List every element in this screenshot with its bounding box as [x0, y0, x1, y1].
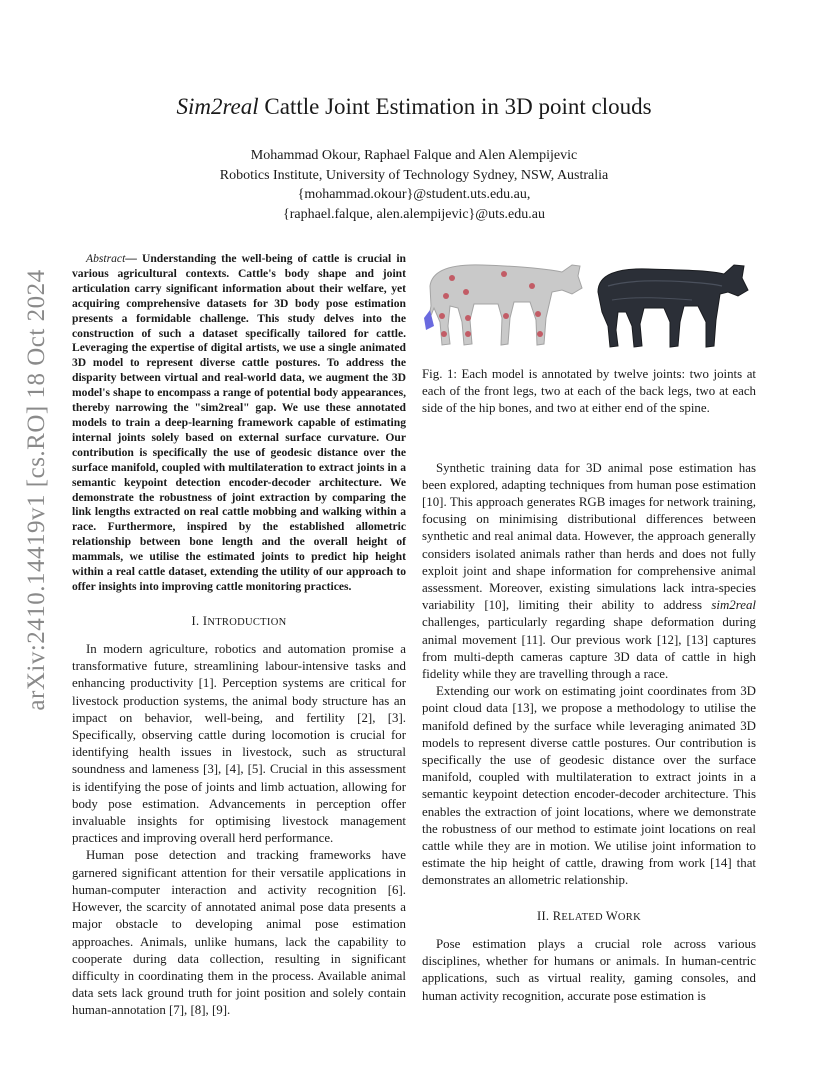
section-smallcaps: ORK — [617, 911, 641, 923]
section-smallcaps: ELATED — [561, 911, 606, 923]
paragraph-text: Synthetic training data for 3D animal pose estimation has been explored, adapting techniques from human pose estimation [10]. This approach generates RGB images for network training, focusing on minimising distributional differences between synthetic and real animal data. However, the approach generally considers isolated animals rather than herds and does not fully exploit joint and shape information for comprehensive animal assessment. Moreover, existing simulations lack intra-species variability [10], limiting their ability to address — [422, 460, 756, 613]
annotated-cow-model — [424, 265, 582, 345]
intro-paragraph-1: In modern agriculture, robotics and automation promise a transformative future, streamlining labour-intensive tasks and enhancing productivity [1]. Perception systems are critical for livestock production systems, the animal body structure has an impact on behavior, well-being, and fertility [2], [3]. Specifically, observing cattle during locomotion is crucial for identifying health issues in livestock, such as structural soundness and lameness [3], [4], [5]. Crucial in this assessment is identifying the pose of joints and limb actuation, allowing for body pose estimation. Advancements in perception offer invaluable insights for optimising livestock management practices and improving overall herd performance. — [72, 642, 406, 846]
abstract-label: Abstract — [86, 252, 126, 265]
column-gap — [422, 418, 756, 460]
section-initial: R — [552, 908, 562, 923]
paper-title — [0, 94, 828, 120]
paragraph-text: challenges, particularly regarding shape deformation during animal movement [11]. Our previous work [12], [13] captures from multi-depth cameras capture 3D data of cattle in high fidelity while they are travelling through a race. — [422, 615, 756, 682]
figure-1-caption: Fig. 1: Each model is annotated by twelve joints: two joints at each of the front legs, two at each of the back legs, two at each side of the hip bones, and two at either end of the spine. — [422, 367, 756, 416]
section-number: I. — [191, 613, 203, 628]
cattle-figure — [422, 256, 756, 356]
intro-paragraph-2: Human pose detection and tracking frameworks have garnered significant attention for their versatile applications in human-computer interaction and activity recognition [6]. However, the scarcity of annotated animal pose data presents a major obstacle to developing animal pose estimation approaches. Animals, unlike humans, lack the capability to cooperate during data collection, resulting in significant difficulty in coordinating them in the process. Available animal data sets lack ground truth for joint position and solely contain human-annotation [7], [8], [9]. — [72, 848, 406, 1018]
section-number: II. — [537, 908, 553, 923]
title-italic: Sim2real — [176, 94, 259, 119]
right-column — [422, 250, 756, 1005]
arxiv-id: arXiv:2410.14419v1 [cs.RO] 18 Oct 2024 — [23, 269, 50, 711]
authors: Mohammad Okour, Raphael Falque and Alen Alempijevic — [250, 148, 578, 163]
abstract-text: — Understanding the well-being of cattle is crucial in various agricultural contexts. Cattle's body shape and joint articulation carry significant information about their welfare, yet acquiring comprehensive datasets for 3D body pose estimation presents a formidable challenge. This study delves into the construction of such a dataset specifically tailored for cattle. Leveraging the expertise of digital artists, we use a single animated 3D model to represent diverse cattle postures. To address the disparity between virtual and real-world data, we augment the 3D model's shape to encompass a range of potential body appearances, thereby narrowing the "sim2real" gap. We use these annotated models to train a deep-learning framework capable of estimating internal joints solely based on external surface curvature. Our contribution is specifically the use of geodesic distance over the surface manifold, coupled with multilateration to extract joints in a semantic keypoint detection encoder-decoder architecture. We demonstrate the robustness of joint extraction by comparing the link lengths extracted on real cattle mobbing and walking within a race. Furthermore, inspired by the established allometric relationship between bone length and the overall height of mammals, we utilise the estimated joints to predict hip height within a real cattle dataset, extending the utility of our approach to offer insights into improving cattle monitoring practices. — [72, 252, 406, 593]
email-student: {mohammad.okour}@student.uts.edu.au, — [297, 187, 531, 202]
section-initial: W — [605, 908, 618, 923]
section-heading-related-work — [422, 908, 756, 926]
right-paragraph-2: Extending our work on estimating joint coordinates from 3D point cloud data [13], we propose a methodology to utilise the manifold defined by the surface while leveraging animated 3D models to represent diverse cattle postures. Our contribution is specifically the use of geodesic distance over the surface manifold, coupled with multilateration to extract joints in a semantic keypoint detection encoder-decoder architecture. This enables the extraction of joint locations, where we demonstrate the robustness of our method to estimate joint locations on real cattle while they are in motion. We utilise joint information to estimate the hip height of cattle, drawing from work [14] that demonstrates an allometric relationship. — [422, 684, 756, 888]
title-rest: Cattle Joint Estimation in 3D point clouds — [258, 94, 652, 119]
real-cow-point-cloud — [598, 265, 748, 347]
section-smallcaps: NTRODUCTION — [207, 616, 287, 628]
email-staff: {raphael.falque, alen.alempijevic}@uts.edu.au — [283, 206, 545, 222]
figure-1 — [422, 256, 756, 356]
affiliation: Robotics Institute, University of Technology Sydney, NSW, Australia — [219, 167, 609, 183]
right-paragraph-1 — [422, 460, 756, 684]
section-heading-introduction — [72, 613, 406, 631]
left-column — [72, 252, 406, 1020]
abstract — [72, 252, 406, 595]
paragraph-emphasis: sim2real — [711, 598, 756, 613]
related-work-paragraph-1: Pose estimation plays a crucial role across various disciplines, whether for humans or animals. In human-centric applications, such as virtual reality, gaming consoles, and human activity recognition, accurate pose estimation is — [422, 936, 756, 1003]
arxiv-watermark — [22, 269, 52, 711]
author-block — [0, 146, 828, 224]
section-initial: I — [202, 613, 208, 628]
